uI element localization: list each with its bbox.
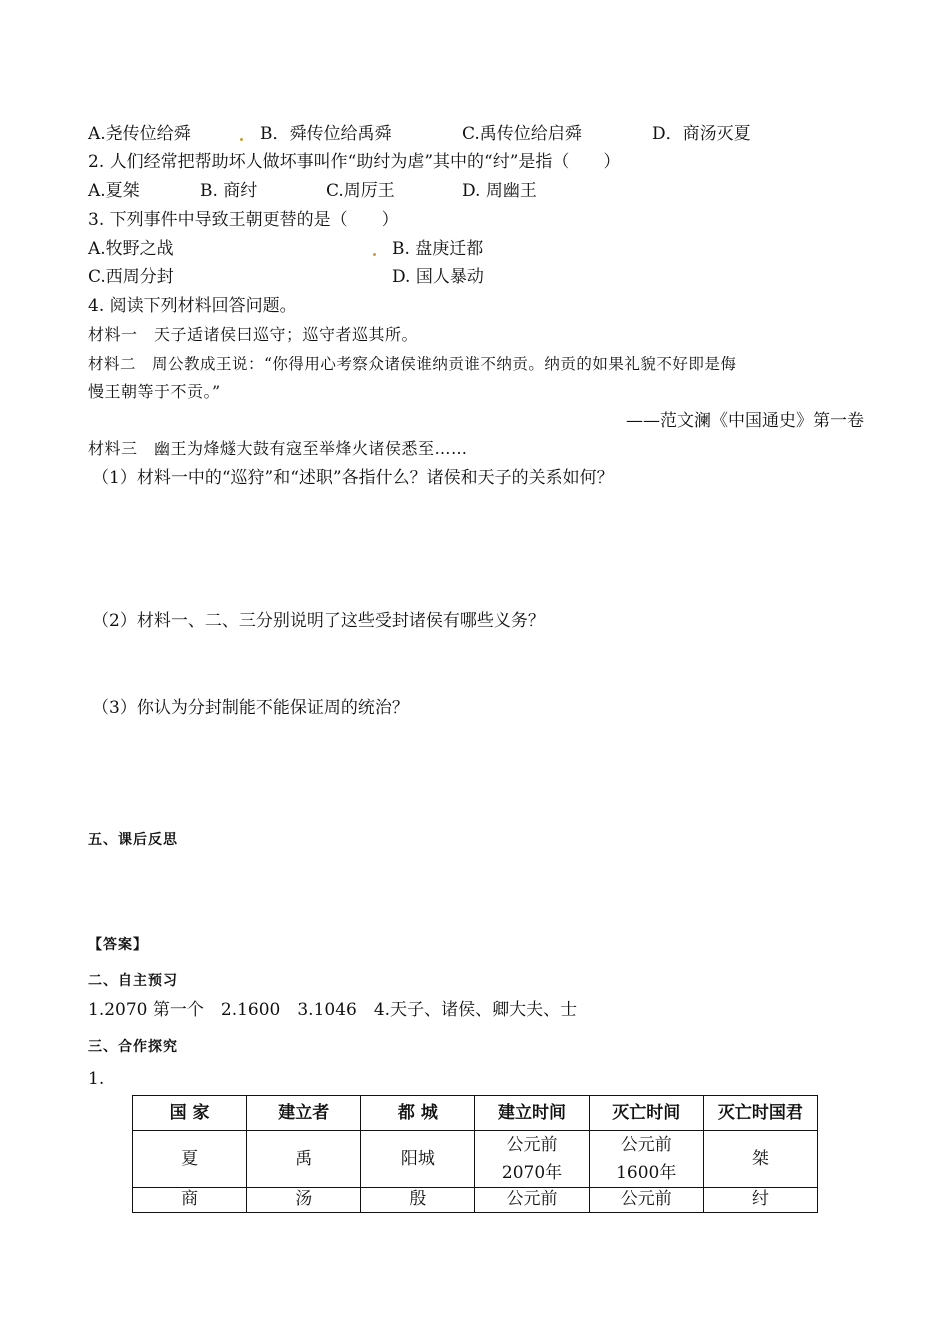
q4-sub-question-2: （2）材料一、二、三分别说明了这些受封诸侯有哪些义务？: [92, 611, 545, 631]
answers-section-2-text: 1.2070 第一个 2.1600 3.1046 4.天子、诸侯、卿大夫、士: [88, 1000, 578, 1020]
dynasty-table: [132, 1095, 818, 1213]
table-cell-line: 2070年: [501, 1163, 563, 1183]
q2-option-d: D. 周幽王: [462, 181, 537, 201]
q3-option-b: B. 盘庚迁都: [392, 239, 484, 259]
q3-option-c: C.西周分封: [88, 267, 174, 287]
table-cell: 商: [133, 1188, 247, 1213]
table-cell: 桀: [703, 1131, 817, 1188]
decorative-dot: [240, 138, 243, 141]
q1-option-c: C.禹传位给启舜: [462, 124, 582, 144]
table-cell: [589, 1131, 703, 1188]
q4-source: ——范文澜《中国通史》第一卷: [626, 411, 864, 431]
table-header: 灭亡时间: [589, 1096, 703, 1131]
q1-option-d: D．商汤灭夏: [652, 124, 751, 144]
answers-section-3-heading: 三、合作探究: [88, 1039, 178, 1055]
table-cell: [475, 1131, 589, 1188]
q2-option-a: A.夏桀: [88, 181, 140, 201]
table-cell-line: 公元前: [506, 1135, 558, 1155]
table-cell: 汤: [247, 1188, 361, 1213]
q1-option-b: B．舜传位给禹舜: [260, 124, 392, 144]
q2-option-b: B. 商纣: [200, 181, 258, 201]
table-cell: 公元前: [475, 1188, 589, 1213]
q1-option-a: A.尧传位给舜: [88, 124, 191, 144]
q4-material-1: 材料一 天子适诸侯曰巡守；巡守者巡其所。: [88, 325, 419, 344]
table-row: [133, 1188, 818, 1213]
decorative-dot: [373, 253, 376, 256]
table-header: 建立者: [247, 1096, 361, 1131]
q4-sub-question-3: （3）你认为分封制能不能保证周的统治？: [92, 698, 409, 718]
q3-stem: 3. 下列事件中导致王朝更替的是（ ）: [88, 210, 399, 230]
q4-stem: 4. 阅读下列材料回答问题。: [88, 296, 297, 316]
table-header: 国 家: [133, 1096, 247, 1131]
q3-option-a: A.牧野之战: [88, 239, 174, 259]
table-cell-line: 公元前: [620, 1135, 672, 1155]
section-5-heading: 五、课后反思: [88, 832, 178, 848]
table-cell-line: 1600年: [616, 1163, 677, 1183]
table-row: [133, 1131, 818, 1188]
answers-title: 【答案】: [88, 937, 148, 953]
q2-stem: 2. 人们经常把帮助坏人做坏事叫作“助纣为虐”其中的“纣”是指（ ）: [88, 152, 621, 172]
table-header: 建立时间: [475, 1096, 589, 1131]
table-cell: 殷: [361, 1188, 475, 1213]
table-cell: 公元前: [589, 1188, 703, 1213]
q2-option-c: C.周厉王: [326, 181, 395, 201]
answers-item-1: 1.: [88, 1069, 105, 1089]
q4-material-2-line1: 材料二 周公教成王说：“你得用心考察众诸侯谁纳贡谁不纳贡。纳贡的如果礼貌不好即是侮: [88, 355, 737, 373]
q4-sub-question-1: （1）材料一中的“巡狩”和“述职”各指什么？诸侯和天子的关系如何？: [92, 468, 614, 488]
table-header: 都 城: [361, 1096, 475, 1131]
table-cell: 夏: [133, 1131, 247, 1188]
q3-option-d: D. 国人暴动: [392, 267, 484, 287]
q4-material-3: 材料三 幽王为烽燧大鼓有寇至举烽火诸侯悉至……: [88, 439, 468, 458]
answers-section-2-heading: 二、自主预习: [88, 973, 178, 989]
table-header: 灭亡时国君: [703, 1096, 817, 1131]
q4-material-2-line2: 慢王朝等于不贡。”: [88, 382, 221, 401]
table-cell: 阳城: [361, 1131, 475, 1188]
table-cell: 禹: [247, 1131, 361, 1188]
table-cell: 纣: [703, 1188, 817, 1213]
